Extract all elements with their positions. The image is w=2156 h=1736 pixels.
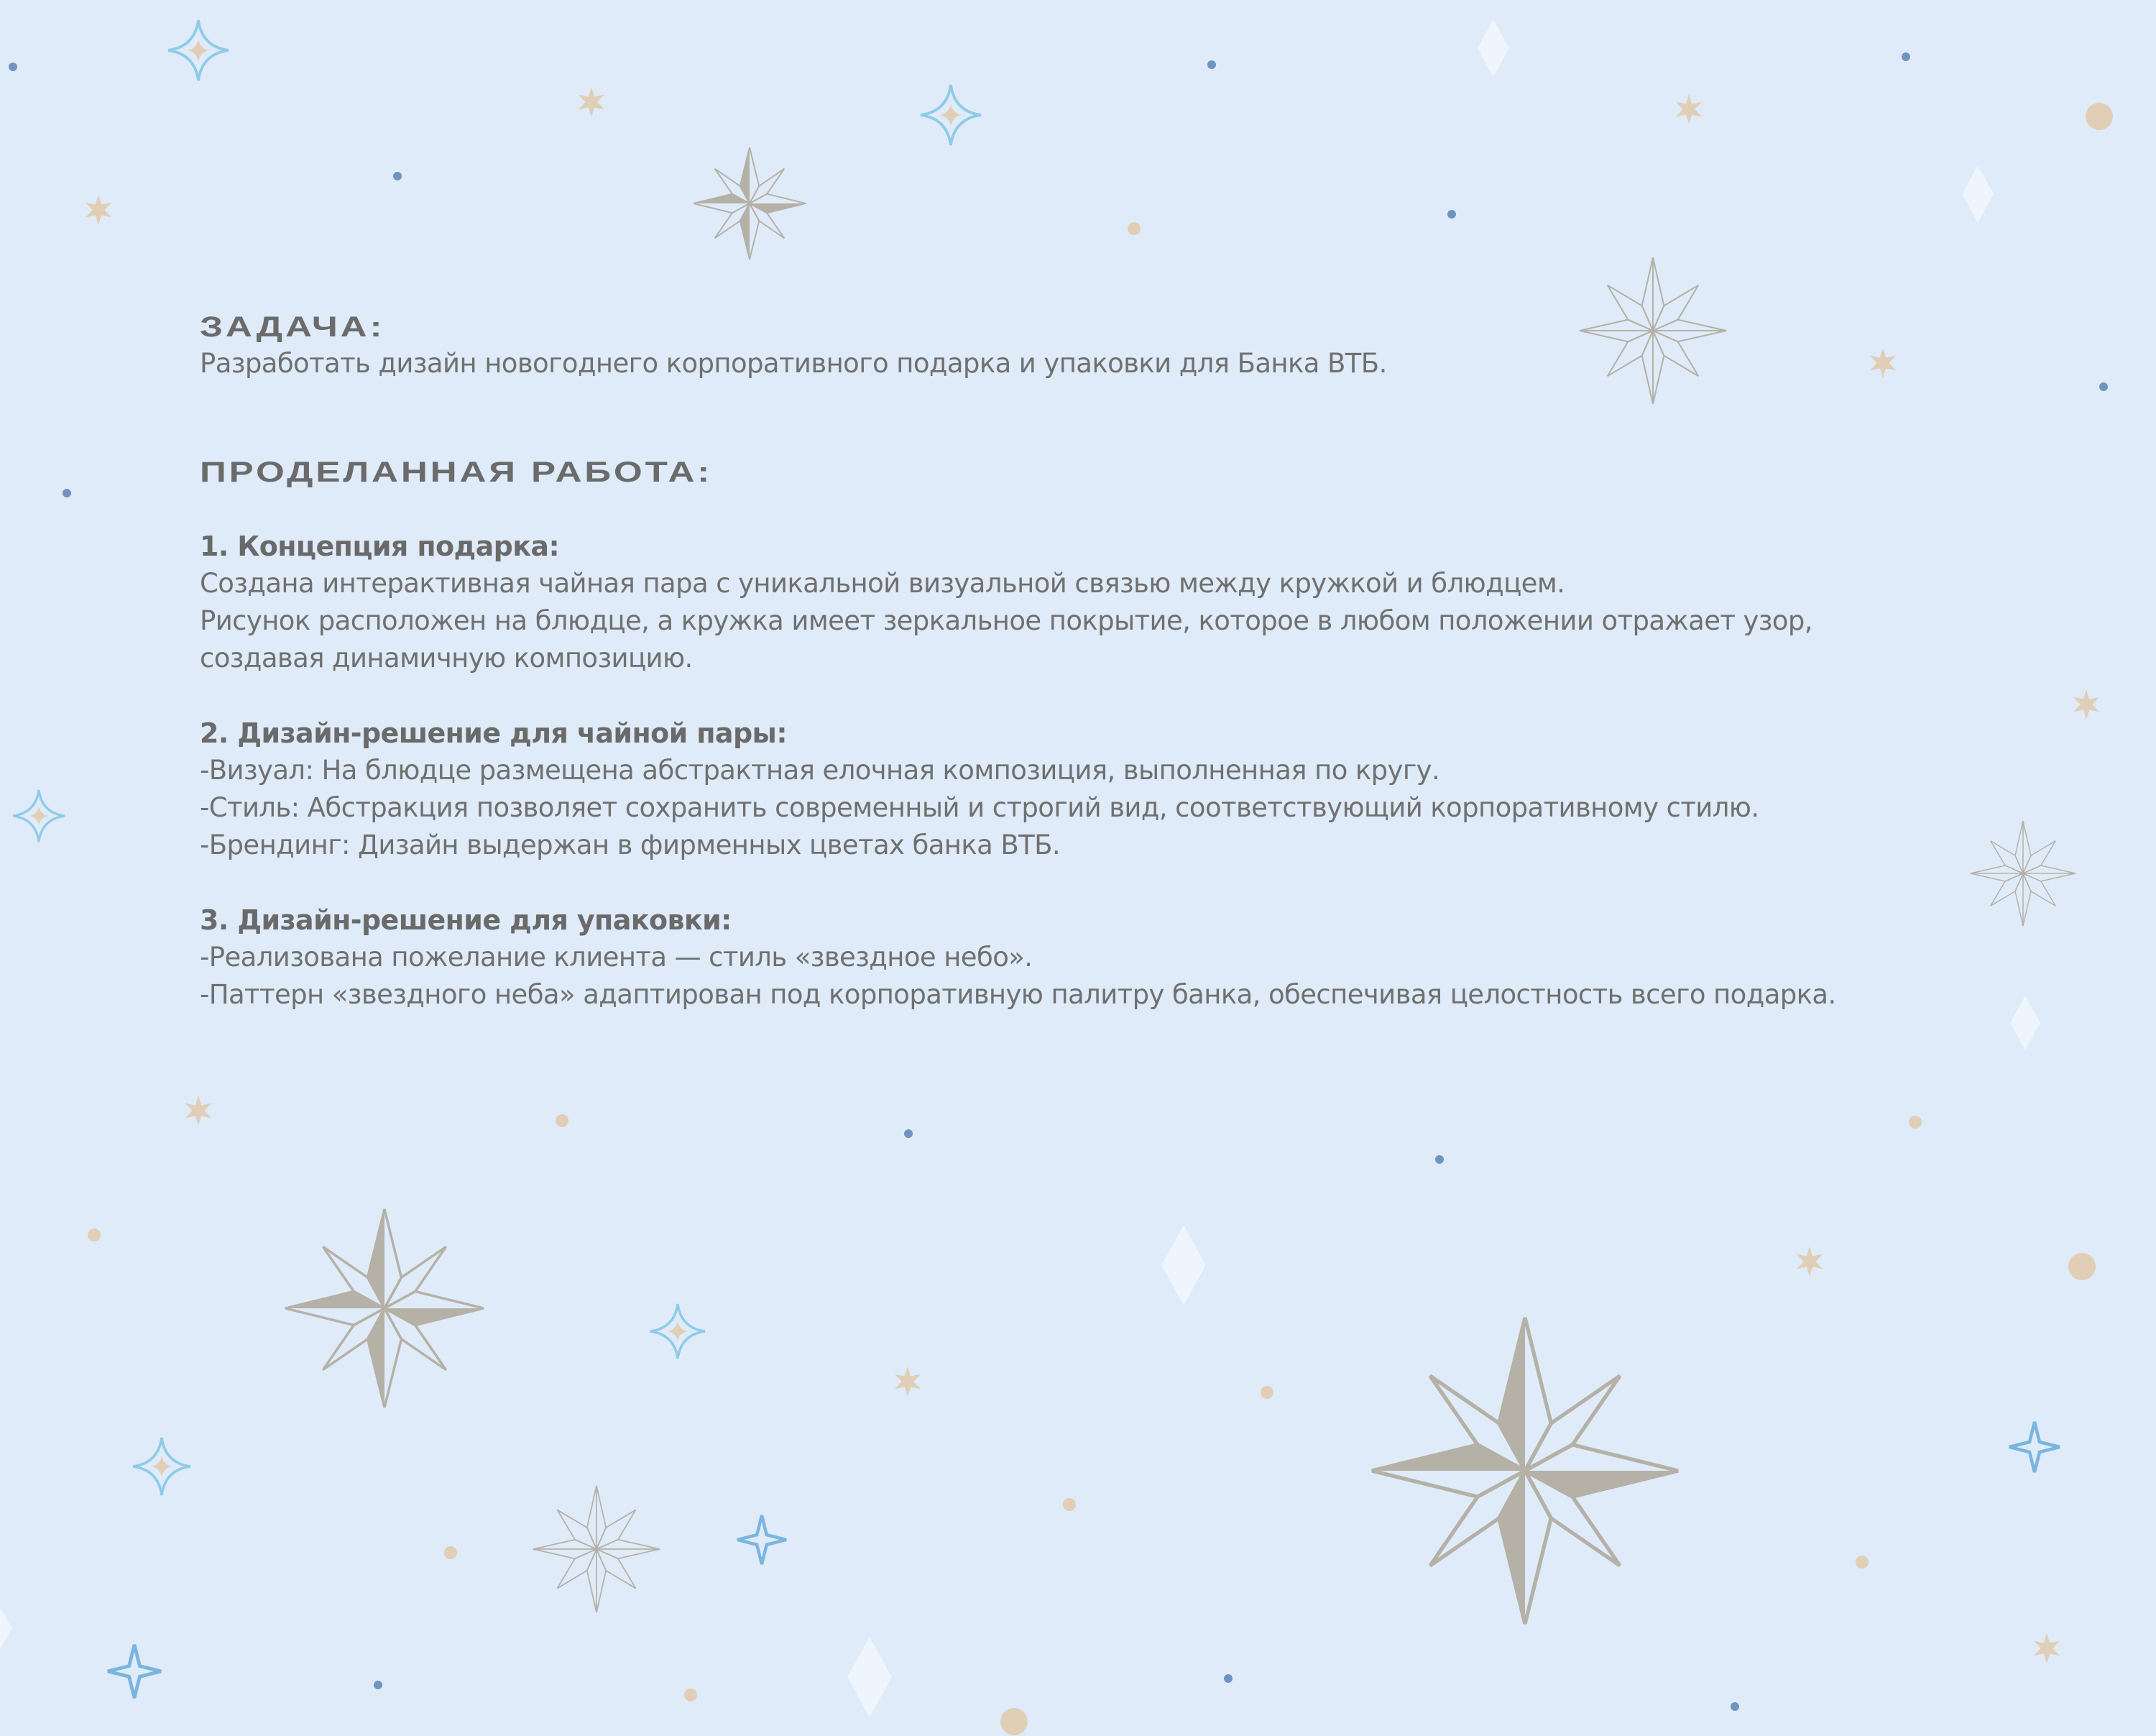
diamond-icon — [1962, 165, 1994, 223]
six-point-star-icon — [1797, 1246, 1823, 1277]
section-title: 3. Дизайн-решение для упаковки: — [200, 904, 732, 936]
section-line: -Брендинг: Дизайн выдержан в фирменных цветах банка ВТБ. — [200, 830, 1061, 860]
diamond-icon — [847, 1637, 892, 1717]
sparkle-icon — [13, 790, 65, 842]
section-line: -Визуал: На блюдце размещена абстрактная елочная композиция, выполненная по кругу. — [200, 755, 1440, 786]
section-title: 2. Дизайн-решение для чайной пары: — [200, 717, 787, 749]
description-block — [200, 309, 1996, 1014]
six-point-star-icon — [579, 87, 605, 117]
section-gift-concept — [200, 528, 1996, 677]
outline-compass-star-icon — [533, 1486, 660, 1612]
section-packaging-design — [200, 901, 1996, 1014]
six-point-star-icon — [2073, 689, 2100, 720]
section-line: -Стиль: Абстракция позволяет сохранить современный и строгий вид, соответствующий корпоративному стилю. — [200, 792, 1759, 823]
section-line: Рисунок расположен на блюдце, а кружка имеет зеркальное покрытие, которое в любом положении отражает узор, — [200, 605, 1812, 636]
task-text: Разработать дизайн новогоднего корпоративного подарка и упаковки для Банка ВТБ. — [200, 348, 1387, 379]
six-point-star-icon — [86, 195, 112, 225]
work-heading: ПРОДЕЛАННАЯ РАБОТА: — [200, 456, 713, 488]
compass-star-icon — [1372, 1318, 1678, 1624]
four-point-star-icon — [737, 1515, 786, 1564]
six-point-star-icon — [2034, 1633, 2060, 1663]
compass-star-icon — [694, 147, 806, 260]
six-point-star-icon — [185, 1096, 212, 1126]
section-tea-set-design — [200, 715, 1996, 864]
diamond-icon — [1161, 1225, 1206, 1305]
six-point-star-icon — [895, 1367, 921, 1397]
section-line: -Паттерн «звездного неба» адаптирован под корпоративную палитру банка, обеспечивая целостность всего подарка. — [200, 979, 1836, 1010]
sparkle-icon — [133, 1438, 190, 1495]
section-line: Создана интерактивная чайная пара с уникальной визуальной связью между кружкой и блюдцем. — [200, 568, 1565, 599]
sparkle-icon — [921, 85, 981, 145]
four-point-star-icon — [2009, 1422, 2060, 1472]
diamond-icon — [2010, 996, 2040, 1050]
four-point-star-icon — [108, 1645, 161, 1698]
task-heading: ЗАДАЧА: — [200, 311, 385, 343]
sparkle-icon — [650, 1304, 705, 1359]
six-point-star-icon — [1676, 94, 1703, 124]
section-line: -Реализована пожелание клиента — стиль «звездное небо». — [200, 942, 1033, 973]
section-title: 1. Концепция подарка: — [200, 531, 560, 562]
diamond-icon — [0, 1607, 12, 1650]
section-line: создавая динамичную композицию. — [200, 643, 693, 674]
diamond-icon — [1478, 19, 1509, 77]
sparkle-icon — [168, 20, 229, 81]
compass-star-icon — [285, 1209, 484, 1407]
